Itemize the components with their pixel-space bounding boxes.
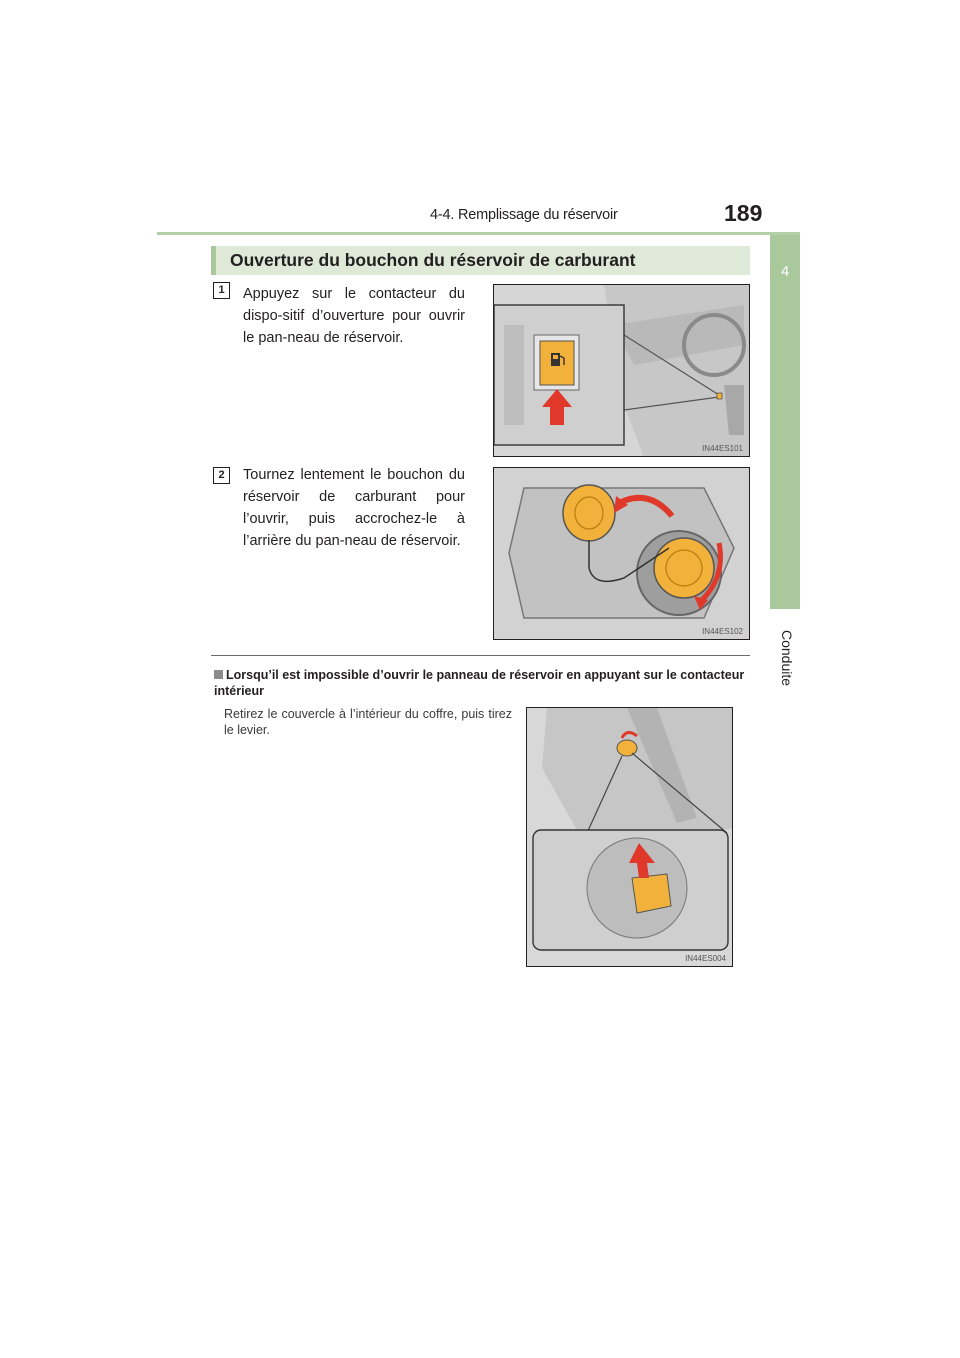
- step-text-1: Appuyez sur le contacteur du dispo-sitif d’ouverture pour ouvrir le pan-neau de réservoir.: [243, 286, 465, 346]
- note-heading: [214, 667, 750, 699]
- bullet-square-icon: [214, 670, 223, 679]
- figure-trunk-lever: [526, 707, 733, 967]
- note-body: Retirez le couvercle à l’intérieur du coffre, puis tirez le levier.: [224, 707, 512, 737]
- running-header-section: 4-4. Remplissage du réservoir: [430, 207, 618, 223]
- chapter-label: Conduite: [779, 629, 795, 687]
- step-text-2: Tournez lentement le bouchon du réservoir de carburant pour l’ouvrir, puis accrochez-le à l’arrière du pan-neau de réservoir.: [243, 467, 465, 549]
- section-divider: [211, 655, 750, 656]
- figure-code-2: IN44ES102: [702, 627, 743, 636]
- chapter-number: 4: [780, 263, 790, 280]
- header-rule: [157, 232, 800, 235]
- chapter-tab: [770, 235, 800, 609]
- step-number-2: 2: [213, 467, 230, 484]
- figure-code-1: IN44ES101: [702, 444, 743, 453]
- fuel-cap-illustration: [494, 468, 750, 640]
- section-title-bar: [211, 246, 750, 275]
- section-title: Ouverture du bouchon du réservoir de carburant: [230, 250, 636, 270]
- figure-code-3: IN44ES004: [685, 954, 726, 963]
- step-number-1: 1: [213, 282, 230, 299]
- chapter-label-wrap: [775, 620, 795, 700]
- note-heading-text: Lorsqu’il est impossible d’ouvrir le panneau de réservoir en appuyant sur le contacteur intérieur: [214, 668, 745, 698]
- dashboard-illustration: [494, 285, 750, 457]
- figure-fuel-cap: [493, 467, 750, 640]
- trunk-lever-illustration: [527, 708, 733, 967]
- page-number: 189: [724, 200, 763, 226]
- figure-fuel-door-switch: [493, 284, 750, 457]
